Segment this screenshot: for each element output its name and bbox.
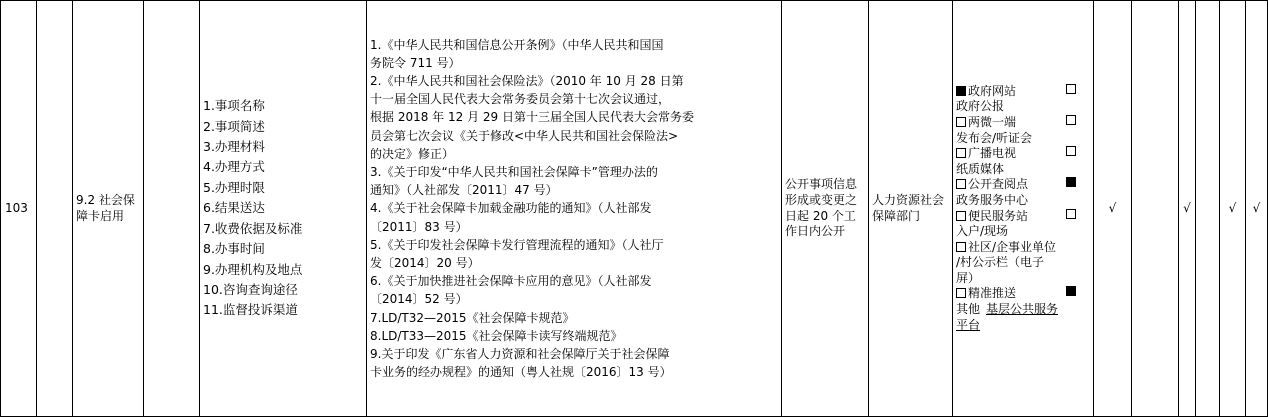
law-line: 的决定》修正） bbox=[370, 146, 455, 161]
channel-label: 社区/企事业单位 bbox=[968, 239, 1057, 254]
check-cell bbox=[1196, 1, 1220, 417]
channel-label: 两微一端 bbox=[968, 114, 1017, 129]
checkbox-empty-icon bbox=[1066, 115, 1076, 125]
channel-row bbox=[956, 240, 1090, 256]
checkbox-empty-icon bbox=[956, 288, 966, 298]
channel-left bbox=[956, 146, 1016, 162]
law-line: 9.关于印发《广东省人力资源和社会保障厅关于社会保障 bbox=[370, 347, 670, 362]
channel-row bbox=[956, 302, 1090, 318]
checkbox-empty-icon bbox=[1066, 84, 1076, 94]
channel-left bbox=[956, 84, 1016, 100]
check-cell: √ bbox=[1220, 1, 1246, 417]
checkbox-checked-icon bbox=[956, 86, 966, 96]
checkbox-checked-icon bbox=[1066, 286, 1076, 296]
law-line: 4.《关于社会保障卡加载金融功能的通知》（人社部发 bbox=[370, 201, 652, 216]
disclosure-timing: 公开事项信息形成或变更之日起 20 个工作日内公开 bbox=[782, 1, 869, 417]
disclosure-channels bbox=[953, 1, 1094, 417]
list-item: 11.监督投诉渠道 bbox=[203, 302, 298, 318]
law-line: 发〔2014〕20 号） bbox=[370, 256, 480, 270]
table-row bbox=[1, 1, 1268, 417]
law-line: 3.《关于印发“中华人民共和国社会保障卡”管理办法的 bbox=[370, 164, 658, 179]
checkbox-empty-icon bbox=[956, 148, 966, 158]
checkbox-empty-icon bbox=[956, 117, 966, 127]
channel-row bbox=[956, 193, 1090, 209]
channel-row bbox=[956, 115, 1090, 131]
channel-left bbox=[956, 255, 1044, 271]
list-item: 10.咨询查询途径 bbox=[203, 281, 298, 297]
channel-row bbox=[956, 177, 1090, 193]
channel-left bbox=[956, 99, 1004, 115]
channel-label: 纸质媒体 bbox=[956, 161, 1005, 176]
law-line: 2.《中华人民共和国社会保险法》（2010 年 10 月 28 日第 bbox=[370, 73, 684, 88]
law-line: 〔2014〕52 号） bbox=[370, 292, 468, 307]
channel-left bbox=[956, 177, 1028, 193]
disclosure-items bbox=[200, 1, 367, 417]
law-line: 〔2011〕83 号） bbox=[370, 219, 468, 234]
channel-left bbox=[956, 162, 1004, 178]
channel-left bbox=[956, 302, 1058, 318]
channel-left bbox=[956, 318, 980, 334]
channel-label: /村公示栏（电子 bbox=[956, 255, 1045, 270]
channel-left bbox=[956, 209, 1028, 225]
list-item: 9.办理机构及地点 bbox=[203, 261, 303, 277]
channel-label: 平台 bbox=[956, 317, 981, 332]
list-item: 6.结果送达 bbox=[203, 200, 265, 216]
checkbox-checked-icon bbox=[1066, 177, 1076, 187]
channel-row bbox=[956, 286, 1090, 302]
channel-left bbox=[956, 271, 980, 287]
responsible-department: 人力资源社会保障部门 bbox=[869, 1, 953, 417]
check-cell: √ bbox=[1246, 1, 1268, 417]
channel-row bbox=[956, 99, 1090, 115]
channel-left bbox=[956, 224, 1008, 240]
list-item: 3.办理材料 bbox=[203, 139, 265, 155]
channel-label: 广播电视 bbox=[968, 146, 1017, 161]
channel-row bbox=[956, 131, 1090, 147]
law-line: 员会第七次会议《关于修改<中华人民共和国社会保险法> bbox=[370, 128, 679, 143]
check-cell: √ bbox=[1094, 1, 1132, 417]
channel-left bbox=[956, 193, 1028, 209]
list-item: 5.办理时限 bbox=[203, 179, 265, 195]
channel-row bbox=[956, 224, 1090, 240]
matter-name: 9.2 社会保障卡启用 bbox=[73, 1, 144, 417]
law-line: 务院令 711 号） bbox=[370, 55, 461, 70]
channel-row bbox=[956, 84, 1090, 100]
channel-label: 政府网站 bbox=[968, 83, 1017, 98]
channel-left bbox=[956, 240, 1056, 256]
channel-row bbox=[956, 255, 1090, 271]
channel-row bbox=[956, 318, 1090, 334]
law-line: 根据 2018 年 12 月 29 日第十三届全国人民代表大会常务委 bbox=[370, 110, 694, 125]
channel-left bbox=[956, 286, 1016, 302]
law-line: 1.《中华人民共和国信息公开条例》（中华人民共和国国 bbox=[370, 37, 664, 52]
channel-row bbox=[956, 162, 1090, 178]
checkbox-empty-icon bbox=[1066, 146, 1076, 156]
channel-row bbox=[956, 271, 1090, 287]
channel-label: 公开查阅点 bbox=[968, 177, 1029, 192]
checkbox-empty-icon bbox=[956, 242, 966, 252]
channel-row bbox=[956, 146, 1090, 162]
list-item: 1.事项名称 bbox=[203, 98, 265, 114]
checkbox-empty-icon bbox=[1066, 209, 1076, 219]
channel-label: 政府公报 bbox=[956, 99, 1005, 114]
channel-left bbox=[956, 115, 1016, 131]
channel-label: 屏） bbox=[956, 270, 981, 285]
law-line: 6.《关于加快推进社会保障卡应用的意见》（人社部发 bbox=[370, 274, 652, 289]
channel-other-text: 基层公共服务 bbox=[986, 302, 1059, 317]
check-cell bbox=[1132, 1, 1179, 417]
check-cell: √ bbox=[1179, 1, 1196, 417]
channel-label: 便民服务站 bbox=[968, 208, 1029, 223]
channel-label: 政务服务中心 bbox=[956, 192, 1029, 207]
empty-cell bbox=[144, 1, 200, 417]
channel-label: 其他 bbox=[956, 302, 981, 317]
channel-left bbox=[956, 131, 1032, 147]
checkbox-empty-icon bbox=[956, 179, 966, 189]
channel-label: 精准推送 bbox=[968, 286, 1017, 301]
legal-basis bbox=[367, 1, 782, 417]
list-item: 7.收费依据及标准 bbox=[203, 220, 303, 236]
channel-label: 发布会/听证会 bbox=[956, 130, 1033, 145]
list-item: 8.办事时间 bbox=[203, 241, 265, 257]
channel-label: 入户/现场 bbox=[956, 224, 1009, 239]
row-index: 103 bbox=[1, 1, 37, 417]
law-line: 通知》（人社部发〔2011〕47 号） bbox=[370, 183, 558, 198]
law-line: 十一届全国人民代表大会常务委员会第十七次会议通过， bbox=[370, 92, 671, 107]
empty-cell bbox=[37, 1, 73, 417]
checkbox-empty-icon bbox=[956, 211, 966, 221]
law-line: 8.LD/T33—2015《社会保障卡读写终端规范》 bbox=[370, 328, 623, 343]
channel-row bbox=[956, 209, 1090, 225]
list-item: 2.事项简述 bbox=[203, 118, 265, 134]
law-line: 5.《关于印发社会保障卡发行管理流程的通知》（人社厅 bbox=[370, 237, 664, 252]
law-line: 7.LD/T32—2015《社会保障卡规范》 bbox=[370, 310, 575, 325]
law-line: 卡业务的经办规程》的通知（粤人社规〔2016〕13 号） bbox=[370, 365, 672, 380]
list-item: 4.办理方式 bbox=[203, 159, 265, 175]
